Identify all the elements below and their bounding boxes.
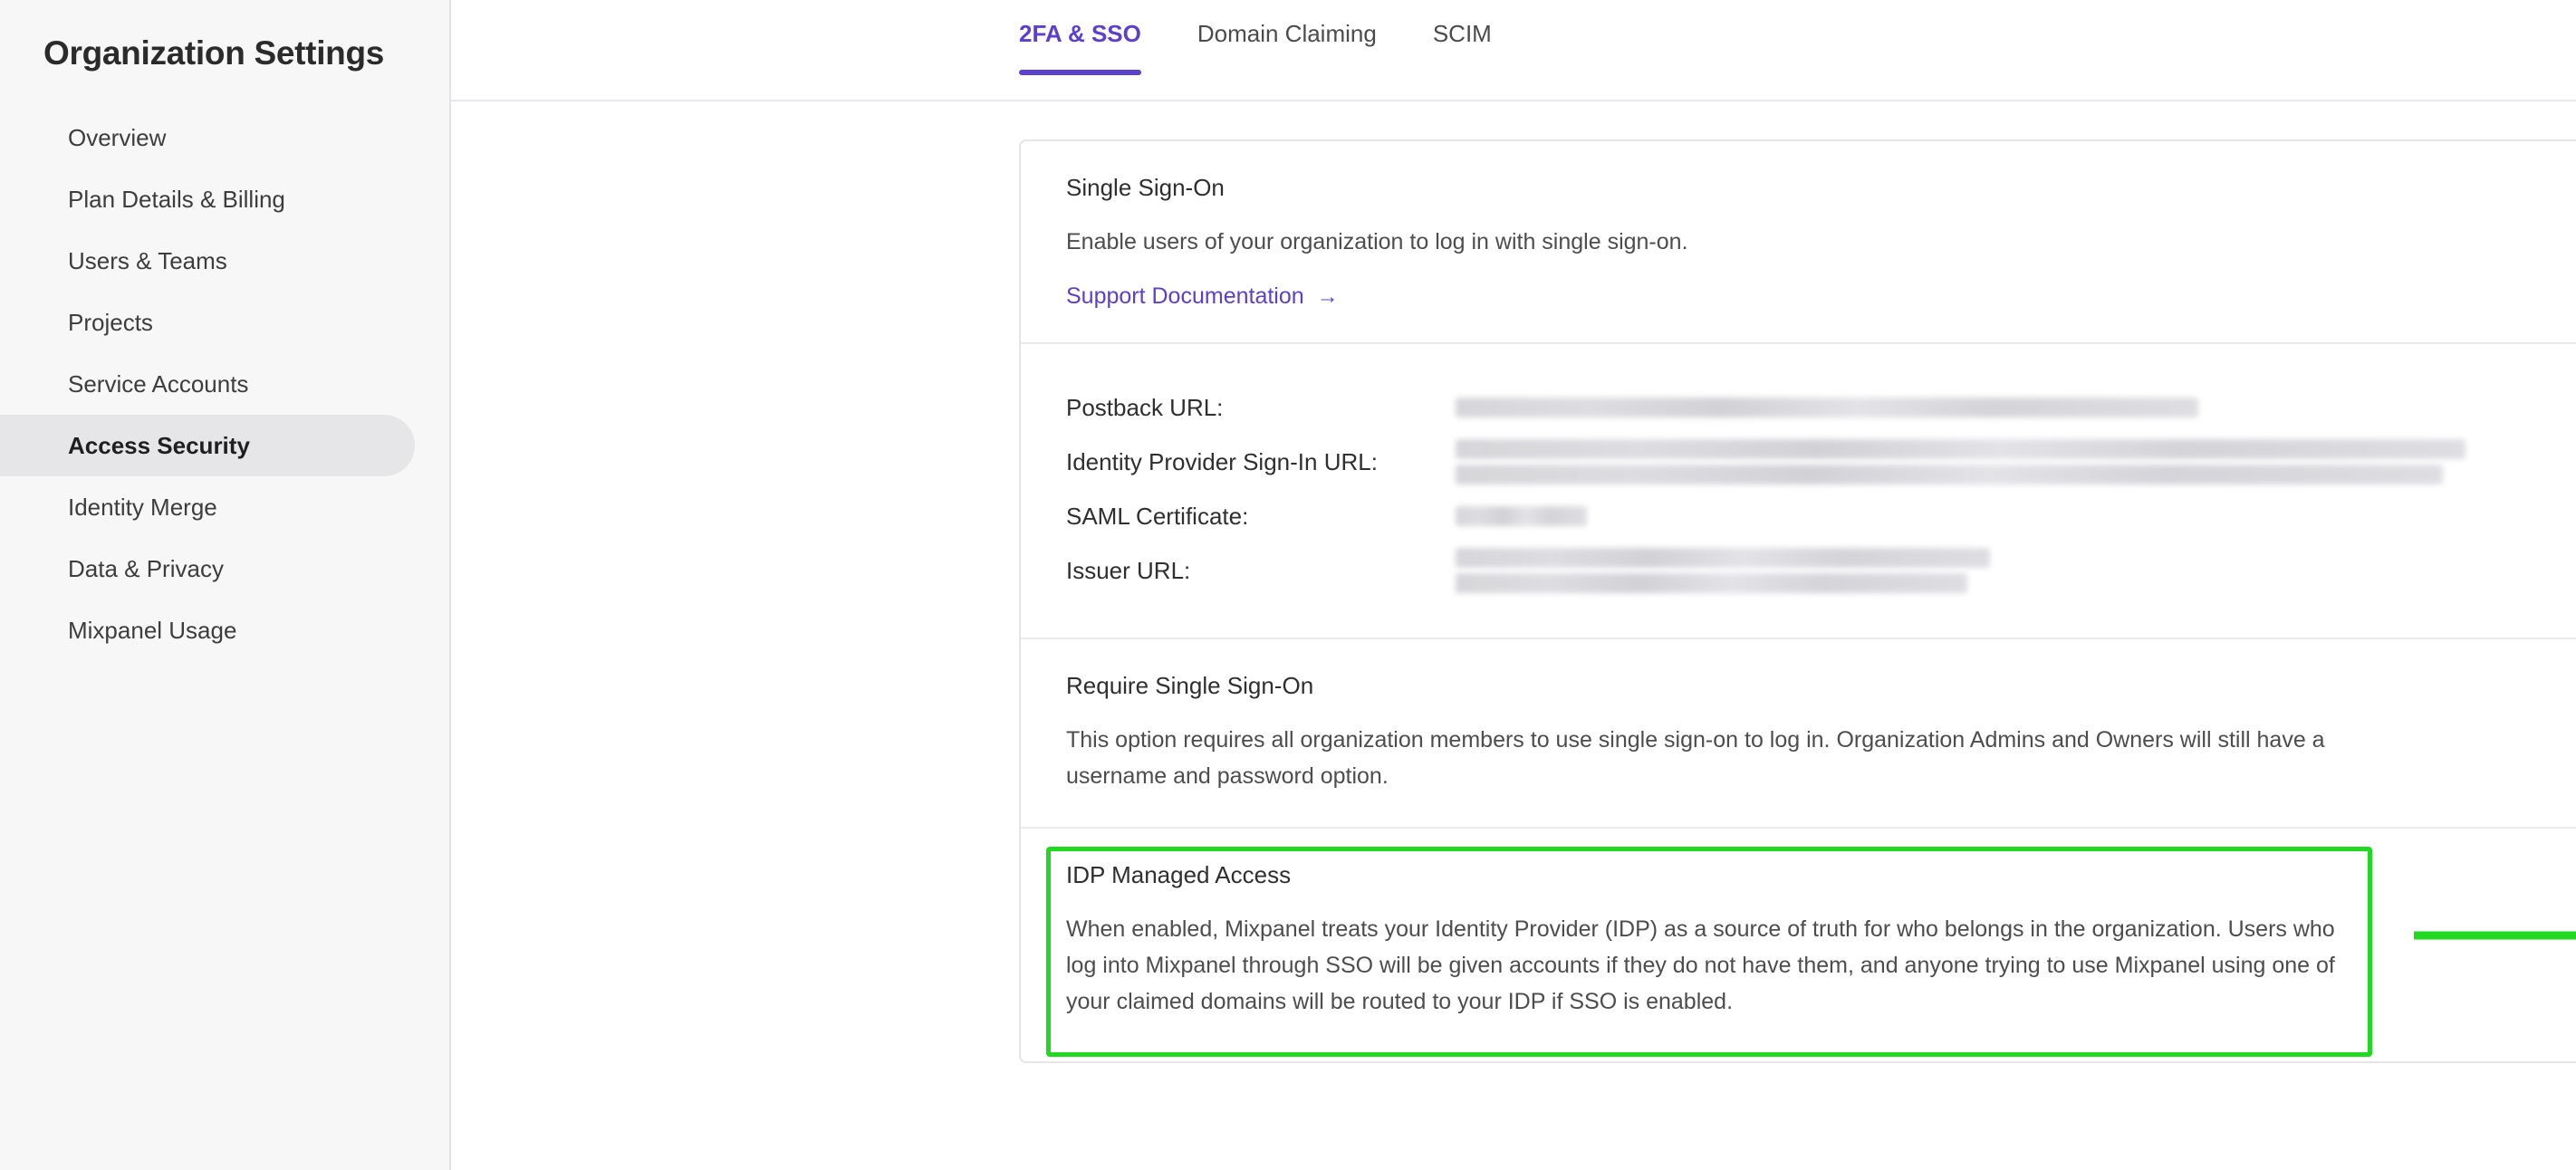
sidebar-item-data-privacy[interactable]	[0, 538, 449, 599]
sidebar-item-label: Users & Teams	[68, 246, 227, 274]
single-sign-on-title: Single Sign-On	[1066, 174, 1225, 201]
require-single-sign-on-row	[1021, 639, 2576, 829]
support-documentation-label: Support Documentation	[1066, 283, 1304, 309]
sidebar-item-access-security[interactable]	[0, 415, 415, 476]
issuer-url-line	[1066, 543, 2576, 598]
sidebar-item-label: Overview	[68, 123, 167, 151]
sidebar-item-label: Data & Privacy	[68, 554, 224, 582]
require-single-sign-on-description: This option requires all organization members to use single sign-on to log in. Organization Admins and Owners will still have a username and password option.	[1066, 727, 2325, 789]
sidebar-item-identity-merge[interactable]	[0, 476, 449, 538]
sidebar-item-mixpanel-usage[interactable]	[0, 599, 449, 661]
sidebar-item-users-teams[interactable]	[0, 230, 449, 292]
sidebar-item-overview[interactable]	[0, 107, 449, 168]
issuer-url-label: Issuer URL:	[1066, 556, 1191, 584]
tab-scim[interactable]	[1433, 0, 1492, 75]
tab-label: 2FA & SSO	[1019, 20, 1141, 47]
sidebar-item-projects[interactable]	[0, 292, 449, 353]
postback-url-label: Postback URL:	[1066, 393, 1224, 421]
page-title: Organization Settings	[43, 34, 385, 72]
sidebar-item-label: Access Security	[68, 431, 250, 459]
issuer-url-value-redacted	[1456, 548, 1990, 593]
main-content	[451, 0, 2576, 1170]
single-sign-on-description: Enable users of your organization to log in with single sign-on.	[1066, 229, 1688, 254]
tab-domain-claiming[interactable]	[1197, 0, 1377, 75]
sidebar-nav	[0, 107, 449, 661]
require-single-sign-on-title: Require Single Sign-On	[1066, 672, 1314, 699]
sidebar-item-plan-details-billing[interactable]	[0, 168, 449, 230]
tab-bar	[451, 0, 2576, 101]
idp-managed-access-description: When enabled, Mixpanel treats your Identity Provider (IDP) as a source of truth for who belongs in the organization. Users who log into Mixpanel through SSO will be given accounts if they do not have them, and anyone trying to use Mixpanel using one of your claimed domains will be routed to your IDP if SSO is enabled.	[1066, 916, 2335, 1014]
sidebar-item-label: Identity Merge	[68, 493, 217, 521]
idp-managed-access-title: IDP Managed Access	[1066, 861, 1292, 888]
single-sign-on-row	[1021, 141, 2576, 344]
access-security-panel	[1019, 139, 2576, 1063]
sidebar-item-label: Projects	[68, 308, 153, 336]
sso-configuration-row	[1021, 344, 2576, 639]
saml-certificate-label: SAML Certificate:	[1066, 502, 1249, 530]
postback-url-line	[1066, 380, 2576, 435]
idp-managed-access-row	[1021, 829, 2576, 1061]
sidebar-item-service-accounts[interactable]	[0, 353, 449, 415]
postback-url-value-redacted	[1456, 398, 2198, 417]
idp-signin-url-value-redacted	[1456, 439, 2465, 484]
support-documentation-link[interactable]	[1066, 283, 1339, 310]
idp-signin-url-label: Identity Provider Sign-In URL:	[1066, 447, 1378, 475]
sidebar	[0, 0, 451, 1170]
arrow-right-icon: →	[1316, 283, 1339, 309]
sidebar-item-label: Mixpanel Usage	[68, 616, 237, 644]
tab-label: Domain Claiming	[1197, 20, 1377, 47]
annotation-arrow-icon	[2414, 917, 2576, 954]
saml-certificate-value-redacted	[1456, 506, 1587, 526]
tab-2fa-sso[interactable]	[1019, 0, 1141, 75]
saml-certificate-line	[1066, 489, 2576, 543]
idp-signin-url-line	[1066, 435, 2576, 489]
sidebar-item-label: Plan Details & Billing	[68, 185, 285, 213]
tab-label: SCIM	[1432, 20, 1492, 47]
sidebar-item-label: Service Accounts	[68, 369, 249, 398]
